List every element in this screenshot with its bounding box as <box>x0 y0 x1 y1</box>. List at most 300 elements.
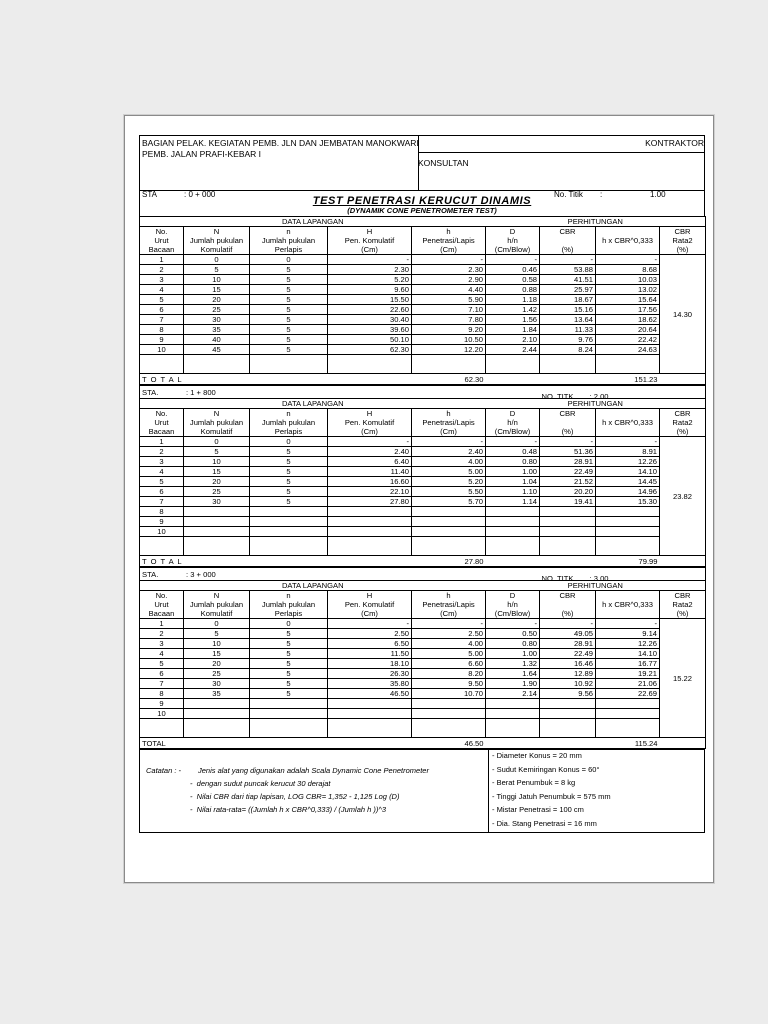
titik-label: NO. TITK <box>541 392 574 399</box>
table-cell: 5.90 <box>412 295 486 305</box>
table-cell: 2.50 <box>412 629 486 639</box>
table-cell: 2.40 <box>412 447 486 457</box>
table-cell: 9.60 <box>328 285 412 295</box>
table-cell: 1.84 <box>486 325 540 335</box>
notes-right <box>492 749 611 830</box>
sta-value: : 3 + 000 <box>186 569 216 579</box>
table-cell: 22.69 <box>596 689 660 699</box>
table-row <box>140 255 706 265</box>
table-cell: 16.46 <box>540 659 596 669</box>
table-cell: 12.26 <box>596 639 660 649</box>
notes-box: Catatan : - Jenis alat yang digunakan adalah Scala Dynamic Cone Penetrometer - dengan sudut puncak kerucut 30 derajat - Nilai CBR dari tiap lapisan, LOG CBR= 1,352 - 1,125 Log (D) - Nilai rata-rata= ((Jumlah h x CBR^0,333) / (Jumlah h ))^3 - Diameter Konus = 20 mm - Sudut Kemiringan Konus = 60° - Berat Penumbuk = 8 kg - Tinggi Jatuh Penumbuk = 575 mm - Mistar Penetrasi = 100 cm - Dia. Stang Penetrasi = 16 mm <box>139 749 705 833</box>
table-row <box>140 345 706 355</box>
table-row <box>140 619 706 629</box>
table-cell: 15 <box>184 285 250 295</box>
table-row <box>140 265 706 275</box>
spec-1: - Diameter Konus = 20 mm <box>492 751 582 760</box>
table-cell <box>596 517 660 527</box>
cbr-average: 23.82 <box>660 437 706 556</box>
table-cell: 5.20 <box>412 477 486 487</box>
table-cell: 15 <box>184 649 250 659</box>
table-cell <box>412 527 486 537</box>
table-row <box>140 477 706 487</box>
titik-label: NO. TITK <box>541 574 574 581</box>
table-cell: 20 <box>184 477 250 487</box>
table-cell <box>328 527 412 537</box>
table-cell <box>486 507 540 517</box>
table-cell: 15.50 <box>328 295 412 305</box>
table-cell: 5.70 <box>412 497 486 507</box>
table-cell: - <box>540 255 596 265</box>
table-cell: 0.50 <box>486 629 540 639</box>
sta-label: STA. <box>142 387 159 397</box>
table-cell: - <box>328 255 412 265</box>
table-cell <box>596 699 660 709</box>
table-cell <box>250 527 328 537</box>
col-header: (Cm/Blow) <box>486 245 540 255</box>
table-cell: 3 <box>140 639 184 649</box>
titik-colon: : <box>600 190 603 199</box>
table-row <box>140 325 706 335</box>
col-header: H <box>328 409 412 419</box>
titik-value: : 3.00 <box>589 574 609 581</box>
table-row <box>140 295 706 305</box>
col-header: CBR <box>660 227 706 237</box>
table-cell: 30 <box>184 679 250 689</box>
table-cell: 5 <box>250 315 328 325</box>
table-cell <box>250 709 328 719</box>
table-cell: 5.00 <box>412 649 486 659</box>
table-cell: 10.92 <box>540 679 596 689</box>
table-cell: 2.30 <box>328 265 412 275</box>
table-row <box>140 709 706 719</box>
table-cell: 16.60 <box>328 477 412 487</box>
total-row <box>140 374 706 385</box>
col-header: h/n <box>486 236 540 245</box>
table-cell <box>486 527 540 537</box>
table-cell: 5 <box>250 477 328 487</box>
table-cell: 5 <box>250 457 328 467</box>
spec-6: - Dia. Stang Penetrasi = 16 mm <box>492 818 597 828</box>
table-cell: 35 <box>184 325 250 335</box>
konsultan-label: KONSULTAN <box>418 158 469 168</box>
table-cell: 0 <box>184 437 250 447</box>
table-cell: 5 <box>250 275 328 285</box>
table-cell: 13.64 <box>540 315 596 325</box>
col-header: Rata2 <box>660 418 706 427</box>
col-header: (Cm) <box>412 609 486 619</box>
table-cell: - <box>486 437 540 447</box>
table-row <box>140 679 706 689</box>
spec-4: - Tinggi Jatuh Penumbuk = 575 mm <box>492 791 611 801</box>
table-cell: 7 <box>140 679 184 689</box>
table-cell: 3 <box>140 457 184 467</box>
table-cell: 8.24 <box>540 345 596 355</box>
table-cell <box>184 709 250 719</box>
col-header: Komulatif <box>184 427 250 437</box>
total-h: 27.80 <box>412 556 486 567</box>
table-cell: 6.50 <box>328 639 412 649</box>
table-cell: 5 <box>140 295 184 305</box>
table-row <box>140 649 706 659</box>
table-cell: 5 <box>250 295 328 305</box>
table-cell: 0 <box>184 619 250 629</box>
table-cell: 5 <box>184 447 250 457</box>
spec-3: - Berat Penumbuk = 8 kg <box>492 778 576 787</box>
table-cell <box>412 507 486 517</box>
col-header: Pen. Komulatif <box>328 418 412 427</box>
col-header: Pen. Komulatif <box>328 600 412 609</box>
table-cell: 2.14 <box>486 689 540 699</box>
table-cell: 35 <box>184 689 250 699</box>
table-row <box>140 699 706 709</box>
col-header: h <box>412 591 486 601</box>
table-cell <box>184 517 250 527</box>
table-cell: 28.91 <box>540 639 596 649</box>
table-cell <box>250 517 328 527</box>
col-header: No. <box>140 227 184 237</box>
table-cell: 5 <box>250 467 328 477</box>
table-cell: 9.50 <box>412 679 486 689</box>
data-lapangan-heading: DATA LAPANGAN <box>140 217 486 227</box>
table-cell: 35.80 <box>328 679 412 689</box>
table-cell: 0.46 <box>486 265 540 275</box>
table-row <box>140 669 706 679</box>
table-cell: 5 <box>250 669 328 679</box>
col-header: D <box>486 227 540 237</box>
table-cell: 10 <box>184 275 250 285</box>
table-cell: 8.91 <box>596 447 660 457</box>
table-cell: 0.48 <box>486 447 540 457</box>
table-cell: 2 <box>140 265 184 275</box>
table-row <box>140 517 706 527</box>
table-cell: 46.50 <box>328 689 412 699</box>
measurement-table-1 <box>139 216 706 385</box>
total-row <box>140 556 706 567</box>
table-row <box>140 285 706 295</box>
table-cell: 21.06 <box>596 679 660 689</box>
col-header: h/n <box>486 600 540 609</box>
col-header: Rata2 <box>660 600 706 609</box>
col-header: N <box>184 591 250 601</box>
total-label: T O T A L <box>140 556 412 567</box>
col-header: (Cm) <box>328 427 412 437</box>
table-cell: 11.50 <box>328 649 412 659</box>
titik-number: 1.00 <box>650 190 666 199</box>
table-cell: 1.42 <box>486 305 540 315</box>
table-cell: 9 <box>140 517 184 527</box>
table-cell: 39.60 <box>328 325 412 335</box>
table-cell: - <box>412 619 486 629</box>
document-page <box>124 115 714 883</box>
table-cell: 5 <box>250 447 328 457</box>
table-cell: 14.10 <box>596 649 660 659</box>
table-cell: 26.30 <box>328 669 412 679</box>
table-cell: 11.40 <box>328 467 412 477</box>
table-cell <box>412 517 486 527</box>
col-header-hx: h x CBR^0,333 <box>596 591 660 619</box>
table-cell: 4 <box>140 467 184 477</box>
table-cell: 4.40 <box>412 285 486 295</box>
col-header: N <box>184 409 250 419</box>
measurement-table-3 <box>139 567 706 749</box>
table-cell: 1 <box>140 255 184 265</box>
table-cell: 20 <box>184 295 250 305</box>
col-header: Urut <box>140 418 184 427</box>
table-cell: 2 <box>140 629 184 639</box>
table-cell: 12.89 <box>540 669 596 679</box>
col-header: Bacaan <box>140 427 184 437</box>
table-cell <box>540 507 596 517</box>
col-header: N <box>184 227 250 237</box>
col-header: (Cm) <box>328 245 412 255</box>
table-cell <box>184 527 250 537</box>
total-label: TOTAL <box>140 738 412 749</box>
table-cell: 0 <box>250 619 328 629</box>
table-cell <box>540 527 596 537</box>
table-cell: 0.58 <box>486 275 540 285</box>
spec-5: - Mistar Penetrasi = 100 cm <box>492 805 584 814</box>
table-cell <box>540 709 596 719</box>
table-cell: 0 <box>250 255 328 265</box>
kontraktor-label: KONTRAKTOR <box>645 138 704 148</box>
col-header: n <box>250 591 328 601</box>
table-row <box>140 659 706 669</box>
table-cell: 1.04 <box>486 477 540 487</box>
table-row <box>140 437 706 447</box>
table-cell <box>596 527 660 537</box>
col-header: (%) <box>660 609 706 619</box>
table-cell: 10 <box>140 527 184 537</box>
col-header: Urut <box>140 600 184 609</box>
table-cell: 11.33 <box>540 325 596 335</box>
table-cell: 21.52 <box>540 477 596 487</box>
table-cell: 53.88 <box>540 265 596 275</box>
table-row <box>140 487 706 497</box>
table-cell: 6.40 <box>328 457 412 467</box>
table-cell: 0.88 <box>486 285 540 295</box>
table-cell: 7.10 <box>412 305 486 315</box>
col-header: Perlapis <box>250 427 328 437</box>
table-cell <box>540 517 596 527</box>
table-cell: 9.14 <box>596 629 660 639</box>
table-cell <box>540 699 596 709</box>
table-cell: 1.10 <box>486 487 540 497</box>
table-cell: - <box>596 437 660 447</box>
col-header: CBR <box>540 591 596 601</box>
col-header: Jumlah pukulan <box>250 236 328 245</box>
table-cell <box>412 699 486 709</box>
table-cell: 25 <box>184 487 250 497</box>
table-cell: 8 <box>140 507 184 517</box>
table-cell: 1 <box>140 619 184 629</box>
table-cell: - <box>328 437 412 447</box>
col-header: H <box>328 227 412 237</box>
table-cell: - <box>412 437 486 447</box>
table-cell: - <box>540 437 596 447</box>
col-header: Komulatif <box>184 245 250 255</box>
table-cell: 3 <box>140 275 184 285</box>
sections-container <box>139 216 705 749</box>
sta-value: : 1 + 800 <box>186 387 216 397</box>
table-cell: 5.20 <box>328 275 412 285</box>
table-row <box>140 639 706 649</box>
table-cell: 5 <box>250 487 328 497</box>
note-1: Jenis alat yang digunakan adalah Scala Dynamic Cone Penetrometer <box>198 766 429 775</box>
col-header: Penetrasi/Lapis <box>412 600 486 609</box>
table-row <box>140 497 706 507</box>
col-header <box>540 600 596 609</box>
table-cell: 2.44 <box>486 345 540 355</box>
col-header <box>540 418 596 427</box>
table-cell: 40 <box>184 335 250 345</box>
table-cell: 1.32 <box>486 659 540 669</box>
col-header: Jumlah pukulan <box>184 236 250 245</box>
col-header: CBR <box>660 409 706 419</box>
table-cell: 4 <box>140 285 184 295</box>
table-cell: 22.60 <box>328 305 412 315</box>
table-cell: 1.14 <box>486 497 540 507</box>
table-cell: 10 <box>140 709 184 719</box>
table-cell: 9 <box>140 335 184 345</box>
col-header: (%) <box>540 609 596 619</box>
table-cell: 12.20 <box>412 345 486 355</box>
col-header: Penetrasi/Lapis <box>412 418 486 427</box>
table-cell: 15 <box>184 467 250 477</box>
agency-line: BAGIAN PELAK. KEGIATAN PEMB. JLN DAN JEMBATAN MANOKWARI <box>142 138 419 148</box>
table-cell: 14.10 <box>596 467 660 477</box>
table-row <box>140 305 706 315</box>
table-cell: 5.00 <box>412 467 486 477</box>
col-header: Bacaan <box>140 245 184 255</box>
table-cell: 0 <box>184 255 250 265</box>
col-header: Perlapis <box>250 609 328 619</box>
table-cell: 49.05 <box>540 629 596 639</box>
total-hx: 79.99 <box>596 556 660 567</box>
table-row <box>140 689 706 699</box>
table-row <box>140 507 706 517</box>
table-cell: 1.00 <box>486 649 540 659</box>
table-cell: 41.51 <box>540 275 596 285</box>
col-header: CBR <box>540 409 596 419</box>
table-cell: 0 <box>250 437 328 447</box>
col-header: (%) <box>660 427 706 437</box>
table-cell: 30 <box>184 497 250 507</box>
table-cell: 5 <box>140 659 184 669</box>
spec-2: - Sudut Kemiringan Konus = 60° <box>492 764 600 774</box>
table-cell: 20.64 <box>596 325 660 335</box>
table-cell: 8 <box>140 689 184 699</box>
col-header: (Cm) <box>412 427 486 437</box>
col-header: n <box>250 227 328 237</box>
table-cell: 16.77 <box>596 659 660 669</box>
table-cell: 10 <box>184 639 250 649</box>
note-3: Nilai CBR dari tiap lapisan, LOG CBR= 1,352 - 1,125 Log (D) <box>196 792 400 801</box>
table-cell: 1.00 <box>486 467 540 477</box>
col-header: (%) <box>540 427 596 437</box>
table-cell: - <box>596 619 660 629</box>
col-header: Rata2 <box>660 236 706 245</box>
table-cell: 15.16 <box>540 305 596 315</box>
table-row <box>140 447 706 457</box>
table-cell: 4.00 <box>412 639 486 649</box>
section-1-sta-row <box>139 190 705 205</box>
table-cell: 7.80 <box>412 315 486 325</box>
col-header: D <box>486 591 540 601</box>
col-header: (Cm) <box>328 609 412 619</box>
table-cell: 5 <box>184 265 250 275</box>
cbr-average: 14.30 <box>660 255 706 374</box>
cbr-average: 15.22 <box>660 619 706 738</box>
col-header: (%) <box>660 245 706 255</box>
total-h: 46.50 <box>412 738 486 749</box>
table-cell: 20.20 <box>540 487 596 497</box>
table-cell: 6 <box>140 305 184 315</box>
table-cell: 8 <box>140 325 184 335</box>
table-cell: 24.63 <box>596 345 660 355</box>
table-cell <box>412 709 486 719</box>
table-cell: 28.91 <box>540 457 596 467</box>
table-cell: 1.18 <box>486 295 540 305</box>
col-header: (%) <box>540 245 596 255</box>
table-cell: 2.40 <box>328 447 412 457</box>
table-cell: 1.56 <box>486 315 540 325</box>
table-cell: 2.30 <box>412 265 486 275</box>
table-cell: 7 <box>140 315 184 325</box>
table-cell: 9.20 <box>412 325 486 335</box>
col-header: Komulatif <box>184 609 250 619</box>
table-cell: 45 <box>184 345 250 355</box>
table-cell: 1.90 <box>486 679 540 689</box>
col-header: (Cm/Blow) <box>486 609 540 619</box>
table-cell <box>328 709 412 719</box>
table-cell: 50.10 <box>328 335 412 345</box>
table-cell: 5 <box>250 285 328 295</box>
data-lapangan-heading: DATA LAPANGAN <box>140 581 486 591</box>
table-cell: 5 <box>250 679 328 689</box>
table-cell <box>328 699 412 709</box>
table-cell: 8.68 <box>596 265 660 275</box>
table-row <box>140 629 706 639</box>
col-header: No. <box>140 591 184 601</box>
total-h: 62.30 <box>412 374 486 385</box>
col-header: (Cm/Blow) <box>486 427 540 437</box>
col-header: Urut <box>140 236 184 245</box>
table-cell: 4.00 <box>412 457 486 467</box>
table-cell: 5 <box>250 639 328 649</box>
table-cell: 5 <box>140 477 184 487</box>
form-frame <box>139 135 705 854</box>
table-cell: 5 <box>250 629 328 639</box>
table-cell: - <box>328 619 412 629</box>
table-cell: 12.26 <box>596 457 660 467</box>
table-cell: 15.64 <box>596 295 660 305</box>
table-cell: 22.10 <box>328 487 412 497</box>
table-cell <box>486 699 540 709</box>
table-row <box>140 315 706 325</box>
data-lapangan-heading: DATA LAPANGAN <box>140 399 486 409</box>
table-cell: 2.50 <box>328 629 412 639</box>
col-header: Pen. Komulatif <box>328 236 412 245</box>
notes-label: Catatan : - <box>146 766 182 775</box>
table-cell: - <box>486 255 540 265</box>
col-header: No. <box>140 409 184 419</box>
table-row <box>140 527 706 537</box>
col-header: CBR <box>540 227 596 237</box>
table-cell: 25 <box>184 305 250 315</box>
table-cell <box>486 709 540 719</box>
table-cell: 9.56 <box>540 689 596 699</box>
